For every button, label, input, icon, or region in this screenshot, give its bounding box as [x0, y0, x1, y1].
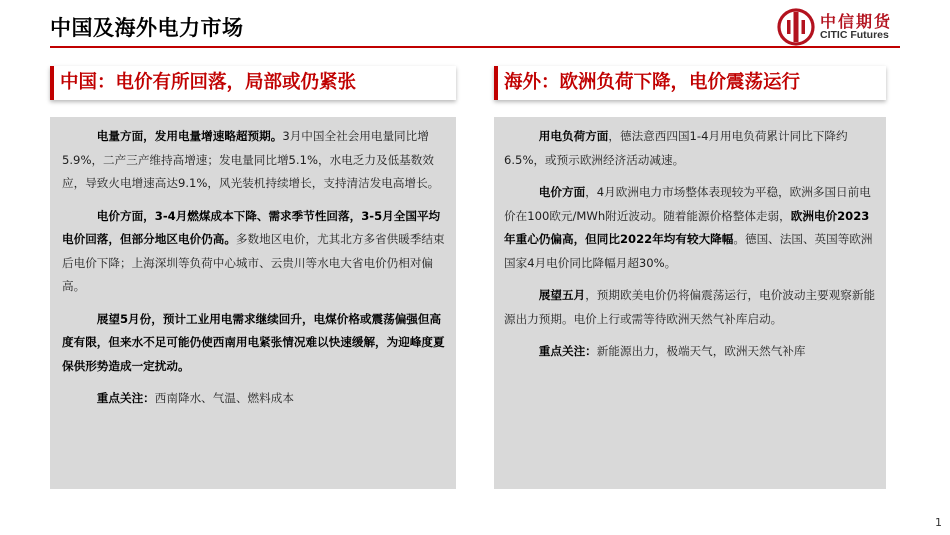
citic-futures-logo	[776, 7, 906, 47]
china-paragraph-outlook	[62, 308, 448, 379]
overseas-paragraph-outlook	[504, 284, 878, 331]
overseas-paragraph-load	[504, 125, 878, 172]
china-paragraph-volume	[62, 125, 448, 196]
china-paragraph-focus	[62, 387, 448, 411]
overseas-focus-text: 新能源出力，极端天气，欧洲天然气补库	[596, 344, 806, 358]
overseas-focus-lead: 重点关注：	[538, 344, 597, 358]
overseas-paragraph-price	[504, 181, 878, 275]
citic-logo-icon	[776, 7, 816, 47]
logo-english-text: CITIC Futures	[820, 29, 889, 41]
china-volume-text: 3月中国全社会用电量同比增5.9%，二产三产维持高增速；发电量同比增5.1%，水电乏力及低基数效应，导致火电增速高达9.1%，风光装机持续增长，支持清洁发电高增长。	[62, 129, 440, 190]
china-section-heading: 中国：电价有所回落，局部或仍紧张	[50, 66, 456, 100]
china-paragraph-price	[62, 205, 448, 299]
china-content-panel	[50, 117, 456, 489]
overseas-load-text: ，德法意西四国1-4月用电负荷累计同比下降约6.5%，或预示欧洲经济活动减速。	[504, 129, 848, 167]
china-price-text: 多数地区电价，尤其北方多省供暖季结束后电价下降；上海深圳等负荷中心城市、云贵川等水电大省电价仍相对偏高。	[62, 232, 445, 293]
overseas-section-heading: 海外：欧洲负荷下降，电价震荡运行	[494, 66, 886, 100]
page-title: 中国及海外电力市场	[50, 16, 244, 40]
china-outlook-lead: 展望5月份，预计工业用电需求继续回升，电煤价格或震荡偏强但高度有限，但来水不足可能仍使西南用电紧张情况难以快速缓解，为迎峰度夏保供形势造成一定扰动。	[62, 311, 445, 373]
overseas-price-text: ，4月欧洲电力市场整体表现较为平稳，欧洲多国日前电价在100欧元/MWh附近波动。随着能源价格整体走弱，	[504, 185, 871, 223]
china-price-lead: 电价方面，3-4月燃煤成本下降、需求季节性回落，3-5月全国平均电价回落，但部分地区电价仍高。	[62, 208, 441, 246]
overseas-outlook-text: ，预期欧美电价仍将偏震荡运行，电价波动主要观察新能源出力预期。电价上行或需等待欧洲天然气补库启动。	[504, 288, 876, 326]
page-number: 1	[935, 516, 942, 529]
overseas-content-panel	[494, 117, 886, 489]
overseas-price-highlight: 欧洲电价2023年重心仍偏高，但同比2022年均有较大降幅	[504, 208, 870, 246]
overseas-price-lead: 电价方面	[538, 185, 586, 199]
china-focus-lead: 重点关注：	[96, 391, 155, 405]
overseas-load-lead: 用电负荷方面	[538, 129, 609, 143]
china-volume-lead: 电量方面，发用电量增速略超预期。	[96, 129, 283, 143]
china-focus-text: 西南降水、气温、燃料成本	[154, 391, 294, 405]
overseas-price-text-2: 。德国、法国、英国等欧洲国家4月电价同比降幅月超30%。	[504, 232, 873, 270]
logo-chinese-text: 中信期货	[820, 12, 893, 31]
overseas-paragraph-focus	[504, 340, 878, 364]
overseas-outlook-lead: 展望五月	[538, 288, 586, 302]
title-divider	[50, 46, 900, 48]
